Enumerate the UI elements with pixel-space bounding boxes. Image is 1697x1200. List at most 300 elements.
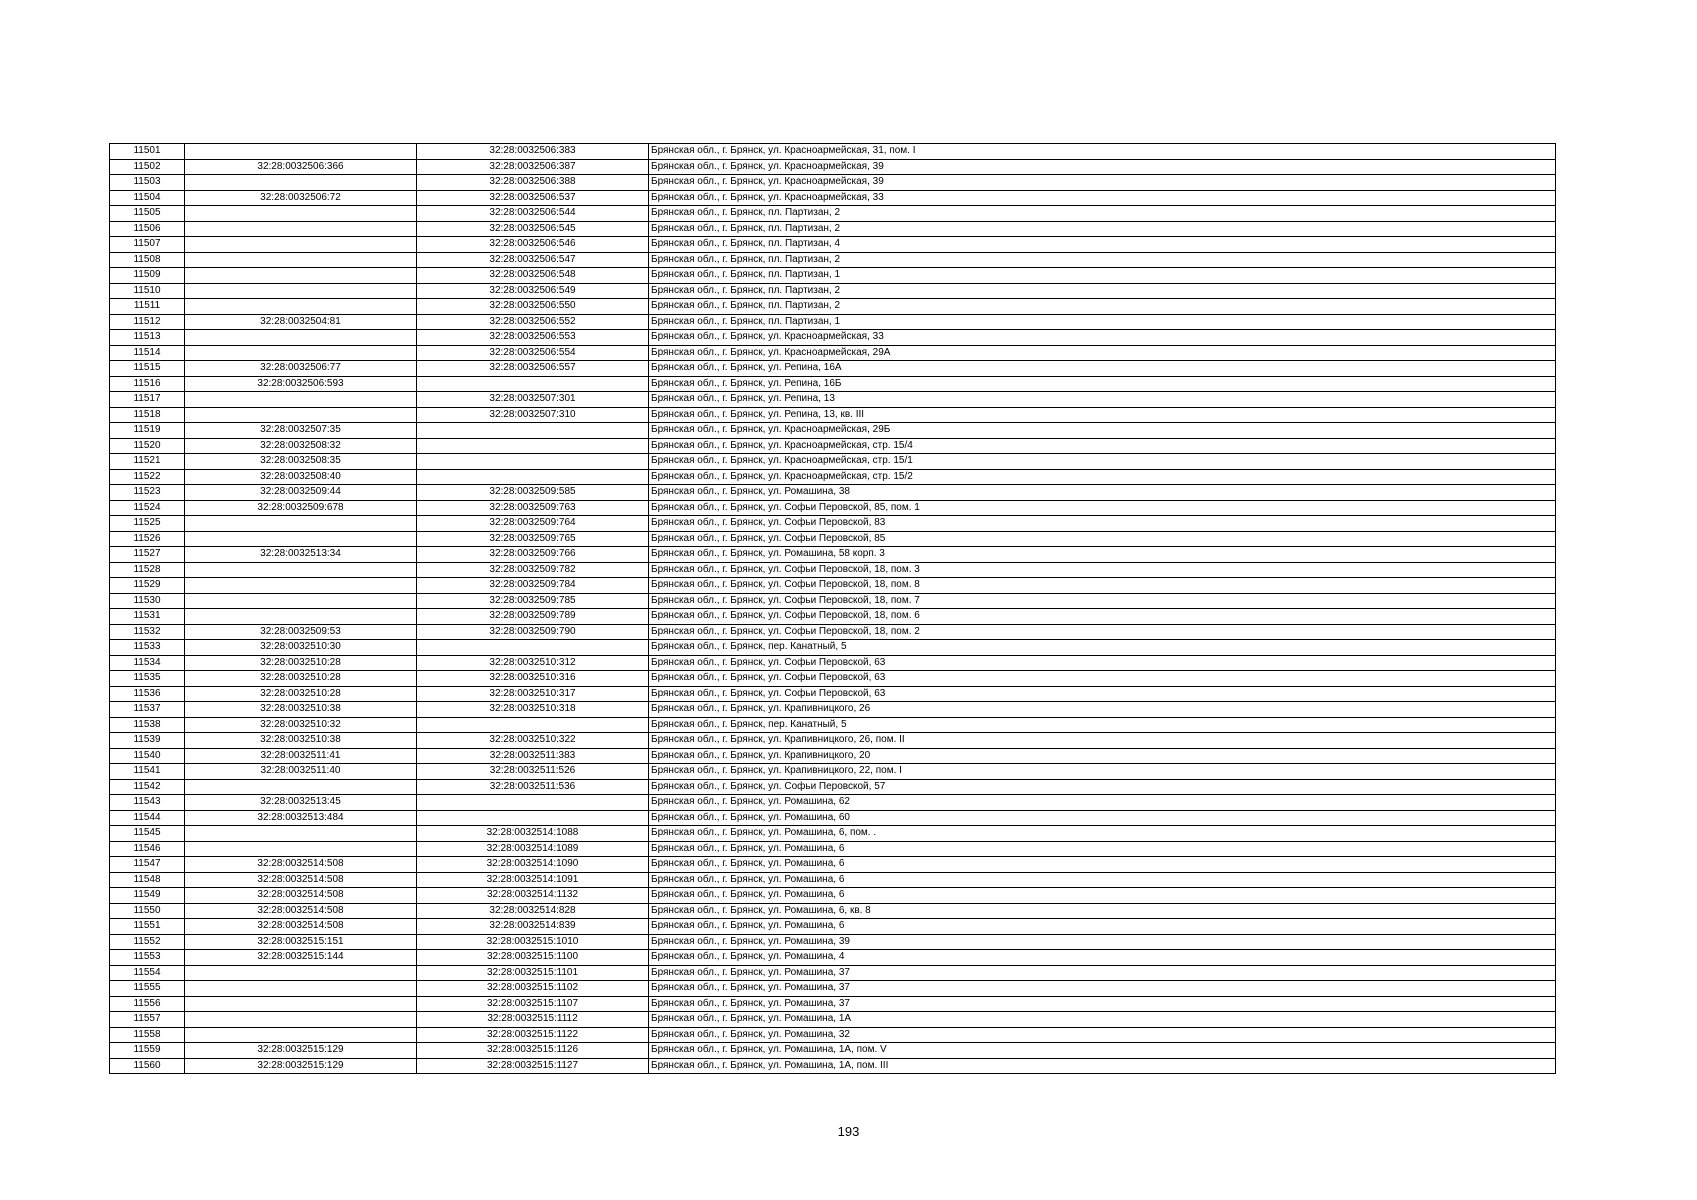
row-number-cell: 11516 — [110, 376, 185, 392]
old-cadastral-number-cell — [185, 841, 417, 857]
address-cell: Брянская обл., г. Брянск, ул. Ромашина, 6 — [649, 872, 1556, 888]
address-cell: Брянская обл., г. Брянск, ул. Ромашина, 37 — [649, 981, 1556, 997]
old-cadastral-number-cell: 32:28:0032515:129 — [185, 1043, 417, 1059]
cadastral-number-cell: 32:28:0032510:322 — [417, 733, 649, 749]
old-cadastral-number-cell: 32:28:0032510:38 — [185, 733, 417, 749]
cadastral-number-cell: 32:28:0032511:383 — [417, 748, 649, 764]
page-number: 193 — [837, 1124, 860, 1139]
old-cadastral-number-cell: 32:28:0032506:366 — [185, 159, 417, 175]
row-number-cell: 11554 — [110, 965, 185, 981]
address-cell: Брянская обл., г. Брянск, ул. Ромашина, 6 — [649, 857, 1556, 873]
old-cadastral-number-cell — [185, 175, 417, 191]
cadastral-number-cell: 32:28:0032506:554 — [417, 345, 649, 361]
row-number-cell: 11538 — [110, 717, 185, 733]
row-number-cell: 11507 — [110, 237, 185, 253]
row-number-cell: 11527 — [110, 547, 185, 563]
old-cadastral-number-cell — [185, 996, 417, 1012]
row-number-cell: 11509 — [110, 268, 185, 284]
cadastral-number-cell — [417, 469, 649, 485]
cadastral-number-cell — [417, 454, 649, 470]
address-cell: Брянская обл., г. Брянск, ул. Софьи Перовской, 18, пом. 6 — [649, 609, 1556, 625]
table-row — [110, 655, 1556, 671]
old-cadastral-number-cell — [185, 330, 417, 346]
row-number-cell: 11530 — [110, 593, 185, 609]
address-cell: Брянская обл., г. Брянск, ул. Софьи Перовской, 57 — [649, 779, 1556, 795]
address-cell: Брянская обл., г. Брянск, ул. Ромашина, 58 корп. 3 — [649, 547, 1556, 563]
registry-table — [109, 143, 1556, 1074]
address-cell: Брянская обл., г. Брянск, ул. Ромашина, 6 — [649, 888, 1556, 904]
cadastral-number-cell — [417, 717, 649, 733]
address-cell: Брянская обл., г. Брянск, пер. Канатный, 5 — [649, 640, 1556, 656]
address-cell: Брянская обл., г. Брянск, ул. Репина, 13, кв. III — [649, 407, 1556, 423]
cadastral-number-cell: 32:28:0032515:1101 — [417, 965, 649, 981]
old-cadastral-number-cell: 32:28:0032506:593 — [185, 376, 417, 392]
row-number-cell: 11552 — [110, 934, 185, 950]
old-cadastral-number-cell: 32:28:0032510:30 — [185, 640, 417, 656]
cadastral-number-cell: 32:28:0032506:387 — [417, 159, 649, 175]
address-cell: Брянская обл., г. Брянск, ул. Крапивницкого, 22, пом. I — [649, 764, 1556, 780]
cadastral-number-cell: 32:28:0032514:1090 — [417, 857, 649, 873]
table-row — [110, 888, 1556, 904]
table-row — [110, 376, 1556, 392]
cadastral-number-cell: 32:28:0032506:549 — [417, 283, 649, 299]
address-cell: Брянская обл., г. Брянск, ул. Крапивницкого, 20 — [649, 748, 1556, 764]
address-cell: Брянская обл., г. Брянск, ул. Софьи Перовской, 18, пом. 8 — [649, 578, 1556, 594]
address-cell: Брянская обл., г. Брянск, ул. Репина, 16А — [649, 361, 1556, 377]
table-row — [110, 485, 1556, 501]
row-number-cell: 11541 — [110, 764, 185, 780]
old-cadastral-number-cell — [185, 578, 417, 594]
row-number-cell: 11537 — [110, 702, 185, 718]
row-number-cell: 11551 — [110, 919, 185, 935]
table-row — [110, 779, 1556, 795]
old-cadastral-number-cell: 32:28:0032511:41 — [185, 748, 417, 764]
address-cell: Брянская обл., г. Брянск, пл. Партизан, 1 — [649, 268, 1556, 284]
old-cadastral-number-cell — [185, 345, 417, 361]
address-cell: Брянская обл., г. Брянск, ул. Крапивницкого, 26 — [649, 702, 1556, 718]
address-cell: Брянская обл., г. Брянск, ул. Ромашина, 37 — [649, 996, 1556, 1012]
table-row — [110, 159, 1556, 175]
old-cadastral-number-cell — [185, 1027, 417, 1043]
row-number-cell: 11550 — [110, 903, 185, 919]
address-cell: Брянская обл., г. Брянск, ул. Красноармейская, 29А — [649, 345, 1556, 361]
table-row — [110, 268, 1556, 284]
row-number-cell: 11525 — [110, 516, 185, 532]
address-cell: Брянская обл., г. Брянск, ул. Ромашина, 32 — [649, 1027, 1556, 1043]
row-number-cell: 11526 — [110, 531, 185, 547]
row-number-cell: 11542 — [110, 779, 185, 795]
old-cadastral-number-cell — [185, 593, 417, 609]
address-cell: Брянская обл., г. Брянск, ул. Красноармейская, 39 — [649, 159, 1556, 175]
cadastral-number-cell: 32:28:0032515:1010 — [417, 934, 649, 950]
old-cadastral-number-cell — [185, 562, 417, 578]
row-number-cell: 11501 — [110, 144, 185, 160]
address-cell: Брянская обл., г. Брянск, ул. Софьи Перовской, 83 — [649, 516, 1556, 532]
table-row — [110, 934, 1556, 950]
cadastral-number-cell: 32:28:0032515:1126 — [417, 1043, 649, 1059]
row-number-cell: 11528 — [110, 562, 185, 578]
address-cell: Брянская обл., г. Брянск, ул. Софьи Перовской, 85, пом. 1 — [649, 500, 1556, 516]
row-number-cell: 11520 — [110, 438, 185, 454]
address-cell: Брянская обл., г. Брянск, ул. Ромашина, 6, кв. 8 — [649, 903, 1556, 919]
old-cadastral-number-cell: 32:28:0032510:28 — [185, 686, 417, 702]
table-row — [110, 826, 1556, 842]
address-cell: Брянская обл., г. Брянск, ул. Ромашина, 6 — [649, 919, 1556, 935]
row-number-cell: 11540 — [110, 748, 185, 764]
cadastral-number-cell: 32:28:0032506:388 — [417, 175, 649, 191]
table-row — [110, 686, 1556, 702]
cadastral-number-cell: 32:28:0032510:318 — [417, 702, 649, 718]
table-row — [110, 624, 1556, 640]
old-cadastral-number-cell — [185, 779, 417, 795]
address-cell: Брянская обл., г. Брянск, пл. Партизан, 2 — [649, 252, 1556, 268]
cadastral-number-cell: 32:28:0032506:552 — [417, 314, 649, 330]
cadastral-number-cell: 32:28:0032506:537 — [417, 190, 649, 206]
row-number-cell: 11511 — [110, 299, 185, 315]
table-row — [110, 996, 1556, 1012]
old-cadastral-number-cell — [185, 531, 417, 547]
table-row — [110, 547, 1556, 563]
old-cadastral-number-cell — [185, 609, 417, 625]
old-cadastral-number-cell: 32:28:0032508:40 — [185, 469, 417, 485]
table-row — [110, 950, 1556, 966]
table-row — [110, 702, 1556, 718]
table-row — [110, 764, 1556, 780]
address-cell: Брянская обл., г. Брянск, ул. Софьи Перовской, 63 — [649, 655, 1556, 671]
address-cell: Брянская обл., г. Брянск, пл. Партизан, 2 — [649, 299, 1556, 315]
old-cadastral-number-cell — [185, 299, 417, 315]
old-cadastral-number-cell: 32:28:0032508:35 — [185, 454, 417, 470]
table-row — [110, 717, 1556, 733]
address-cell: Брянская обл., г. Брянск, пл. Партизан, 1 — [649, 314, 1556, 330]
cadastral-number-cell: 32:28:0032515:1100 — [417, 950, 649, 966]
cadastral-number-cell: 32:28:0032509:766 — [417, 547, 649, 563]
old-cadastral-number-cell: 32:28:0032513:484 — [185, 810, 417, 826]
row-number-cell: 11559 — [110, 1043, 185, 1059]
row-number-cell: 11545 — [110, 826, 185, 842]
table-row — [110, 469, 1556, 485]
cadastral-number-cell: 32:28:0032510:317 — [417, 686, 649, 702]
table-row — [110, 1012, 1556, 1028]
table-row — [110, 516, 1556, 532]
table-row — [110, 919, 1556, 935]
row-number-cell: 11535 — [110, 671, 185, 687]
old-cadastral-number-cell — [185, 981, 417, 997]
row-number-cell: 11504 — [110, 190, 185, 206]
address-cell: Брянская обл., г. Брянск, ул. Софьи Перовской, 85 — [649, 531, 1556, 547]
cadastral-number-cell: 32:28:0032506:547 — [417, 252, 649, 268]
address-cell: Брянская обл., г. Брянск, ул. Красноармейская, стр. 15/4 — [649, 438, 1556, 454]
old-cadastral-number-cell — [185, 252, 417, 268]
row-number-cell: 11517 — [110, 392, 185, 408]
cadastral-number-cell: 32:28:0032514:1132 — [417, 888, 649, 904]
address-cell: Брянская обл., г. Брянск, ул. Ромашина, 4 — [649, 950, 1556, 966]
address-cell: Брянская обл., г. Брянск, ул. Софьи Перовской, 63 — [649, 671, 1556, 687]
address-cell: Брянская обл., г. Брянск, ул. Крапивницкого, 26, пом. II — [649, 733, 1556, 749]
row-number-cell: 11523 — [110, 485, 185, 501]
old-cadastral-number-cell — [185, 237, 417, 253]
table-row — [110, 283, 1556, 299]
table-row — [110, 965, 1556, 981]
table-row — [110, 392, 1556, 408]
old-cadastral-number-cell — [185, 826, 417, 842]
cadastral-number-cell: 32:28:0032509:789 — [417, 609, 649, 625]
cadastral-number-cell — [417, 640, 649, 656]
row-number-cell: 11510 — [110, 283, 185, 299]
cadastral-number-cell: 32:28:0032515:1107 — [417, 996, 649, 1012]
old-cadastral-number-cell: 32:28:0032515:144 — [185, 950, 417, 966]
registry-table-body — [110, 144, 1556, 1074]
old-cadastral-number-cell: 32:28:0032511:40 — [185, 764, 417, 780]
cadastral-number-cell: 32:28:0032514:839 — [417, 919, 649, 935]
table-row — [110, 903, 1556, 919]
cadastral-number-cell: 32:28:0032506:548 — [417, 268, 649, 284]
table-row — [110, 562, 1556, 578]
address-cell: Брянская обл., г. Брянск, ул. Красноармейская, 29Б — [649, 423, 1556, 439]
table-row — [110, 299, 1556, 315]
address-cell: Брянская обл., г. Брянск, ул. Красноармейская, 33 — [649, 330, 1556, 346]
address-cell: Брянская обл., г. Брянск, ул. Ромашина, 39 — [649, 934, 1556, 950]
old-cadastral-number-cell — [185, 221, 417, 237]
old-cadastral-number-cell — [185, 516, 417, 532]
table-row — [110, 578, 1556, 594]
table-row — [110, 872, 1556, 888]
table-row — [110, 500, 1556, 516]
cadastral-number-cell: 32:28:0032509:785 — [417, 593, 649, 609]
old-cadastral-number-cell: 32:28:0032515:151 — [185, 934, 417, 950]
address-cell: Брянская обл., г. Брянск, ул. Репина, 16Б — [649, 376, 1556, 392]
address-cell: Брянская обл., г. Брянск, ул. Красноармейская, стр. 15/2 — [649, 469, 1556, 485]
row-number-cell: 11518 — [110, 407, 185, 423]
old-cadastral-number-cell: 32:28:0032510:38 — [185, 702, 417, 718]
address-cell: Брянская обл., г. Брянск, пер. Канатный, 5 — [649, 717, 1556, 733]
cadastral-number-cell: 32:28:0032515:1122 — [417, 1027, 649, 1043]
row-number-cell: 11529 — [110, 578, 185, 594]
cadastral-number-cell: 32:28:0032514:1091 — [417, 872, 649, 888]
row-number-cell: 11534 — [110, 655, 185, 671]
table-row — [110, 454, 1556, 470]
table-row — [110, 795, 1556, 811]
address-cell: Брянская обл., г. Брянск, ул. Ромашина, 60 — [649, 810, 1556, 826]
cadastral-number-cell: 32:28:0032509:784 — [417, 578, 649, 594]
row-number-cell: 11533 — [110, 640, 185, 656]
row-number-cell: 11522 — [110, 469, 185, 485]
address-cell: Брянская обл., г. Брянск, ул. Ромашина, 1А — [649, 1012, 1556, 1028]
row-number-cell: 11503 — [110, 175, 185, 191]
address-cell: Брянская обл., г. Брянск, ул. Ромашина, 6, пом. . — [649, 826, 1556, 842]
row-number-cell: 11531 — [110, 609, 185, 625]
row-number-cell: 11506 — [110, 221, 185, 237]
old-cadastral-number-cell: 32:28:0032513:34 — [185, 547, 417, 563]
address-cell: Брянская обл., г. Брянск, ул. Ромашина, 62 — [649, 795, 1556, 811]
address-cell: Брянская обл., г. Брянск, ул. Софьи Перовской, 18, пом. 7 — [649, 593, 1556, 609]
table-row — [110, 221, 1556, 237]
address-cell: Брянская обл., г. Брянск, ул. Репина, 13 — [649, 392, 1556, 408]
row-number-cell: 11546 — [110, 841, 185, 857]
old-cadastral-number-cell — [185, 144, 417, 160]
table-row — [110, 981, 1556, 997]
table-row — [110, 1043, 1556, 1059]
row-number-cell: 11548 — [110, 872, 185, 888]
old-cadastral-number-cell: 32:28:0032514:508 — [185, 857, 417, 873]
table-row — [110, 438, 1556, 454]
cadastral-number-cell: 32:28:0032509:790 — [417, 624, 649, 640]
table-row — [110, 593, 1556, 609]
row-number-cell: 11515 — [110, 361, 185, 377]
cadastral-number-cell — [417, 438, 649, 454]
address-cell: Брянская обл., г. Брянск, пл. Партизан, 2 — [649, 283, 1556, 299]
cadastral-number-cell: 32:28:0032509:585 — [417, 485, 649, 501]
address-cell: Брянская обл., г. Брянск, пл. Партизан, 4 — [649, 237, 1556, 253]
old-cadastral-number-cell: 32:28:0032509:44 — [185, 485, 417, 501]
cadastral-number-cell: 32:28:0032506:550 — [417, 299, 649, 315]
table-row — [110, 237, 1556, 253]
address-cell: Брянская обл., г. Брянск, пл. Партизан, 2 — [649, 221, 1556, 237]
row-number-cell: 11505 — [110, 206, 185, 222]
cadastral-number-cell: 32:28:0032510:316 — [417, 671, 649, 687]
row-number-cell: 11502 — [110, 159, 185, 175]
row-number-cell: 11544 — [110, 810, 185, 826]
table-row — [110, 144, 1556, 160]
old-cadastral-number-cell — [185, 268, 417, 284]
table-row — [110, 1027, 1556, 1043]
old-cadastral-number-cell: 32:28:0032509:53 — [185, 624, 417, 640]
old-cadastral-number-cell: 32:28:0032506:77 — [185, 361, 417, 377]
table-row — [110, 841, 1556, 857]
table-row — [110, 345, 1556, 361]
row-number-cell: 11558 — [110, 1027, 185, 1043]
row-number-cell: 11560 — [110, 1058, 185, 1074]
old-cadastral-number-cell: 32:28:0032507:35 — [185, 423, 417, 439]
old-cadastral-number-cell: 32:28:0032510:28 — [185, 655, 417, 671]
row-number-cell: 11513 — [110, 330, 185, 346]
cadastral-number-cell: 32:28:0032507:301 — [417, 392, 649, 408]
table-row — [110, 531, 1556, 547]
cadastral-number-cell: 32:28:0032515:1102 — [417, 981, 649, 997]
cadastral-number-cell — [417, 810, 649, 826]
cadastral-number-cell: 32:28:0032506:383 — [417, 144, 649, 160]
cadastral-number-cell: 32:28:0032515:1112 — [417, 1012, 649, 1028]
cadastral-number-cell: 32:28:0032506:546 — [417, 237, 649, 253]
table-row — [110, 314, 1556, 330]
old-cadastral-number-cell: 32:28:0032514:508 — [185, 888, 417, 904]
old-cadastral-number-cell: 32:28:0032510:32 — [185, 717, 417, 733]
table-row — [110, 810, 1556, 826]
cadastral-number-cell: 32:28:0032507:310 — [417, 407, 649, 423]
row-number-cell: 11519 — [110, 423, 185, 439]
old-cadastral-number-cell — [185, 407, 417, 423]
cadastral-number-cell: 32:28:0032506:544 — [417, 206, 649, 222]
cadastral-number-cell — [417, 795, 649, 811]
cadastral-number-cell: 32:28:0032514:828 — [417, 903, 649, 919]
cadastral-number-cell: 32:28:0032506:557 — [417, 361, 649, 377]
table-row — [110, 361, 1556, 377]
address-cell: Брянская обл., г. Брянск, ул. Ромашина, 1А, пом. III — [649, 1058, 1556, 1074]
address-cell: Брянская обл., г. Брянск, ул. Ромашина, 38 — [649, 485, 1556, 501]
table-row — [110, 671, 1556, 687]
cadastral-number-cell: 32:28:0032511:526 — [417, 764, 649, 780]
old-cadastral-number-cell: 32:28:0032514:508 — [185, 919, 417, 935]
cadastral-number-cell: 32:28:0032510:312 — [417, 655, 649, 671]
row-number-cell: 11553 — [110, 950, 185, 966]
cadastral-number-cell: 32:28:0032511:536 — [417, 779, 649, 795]
row-number-cell: 11532 — [110, 624, 185, 640]
row-number-cell: 11524 — [110, 500, 185, 516]
row-number-cell: 11521 — [110, 454, 185, 470]
address-cell: Брянская обл., г. Брянск, ул. Софьи Перовской, 18, пом. 3 — [649, 562, 1556, 578]
row-number-cell: 11539 — [110, 733, 185, 749]
old-cadastral-number-cell: 32:28:0032508:32 — [185, 438, 417, 454]
row-number-cell: 11549 — [110, 888, 185, 904]
row-number-cell: 11555 — [110, 981, 185, 997]
old-cadastral-number-cell — [185, 1012, 417, 1028]
address-cell: Брянская обл., г. Брянск, ул. Красноармейская, 31, пом. I — [649, 144, 1556, 160]
address-cell: Брянская обл., г. Брянск, ул. Ромашина, 6 — [649, 841, 1556, 857]
cadastral-number-cell: 32:28:0032506:545 — [417, 221, 649, 237]
table-row — [110, 206, 1556, 222]
cadastral-number-cell: 32:28:0032515:1127 — [417, 1058, 649, 1074]
cadastral-number-cell — [417, 376, 649, 392]
table-row — [110, 175, 1556, 191]
cadastral-number-cell: 32:28:0032514:1089 — [417, 841, 649, 857]
table-row — [110, 190, 1556, 206]
address-cell: Брянская обл., г. Брянск, ул. Красноармейская, стр. 15/1 — [649, 454, 1556, 470]
old-cadastral-number-cell: 32:28:0032509:678 — [185, 500, 417, 516]
row-number-cell: 11547 — [110, 857, 185, 873]
address-cell: Брянская обл., г. Брянск, ул. Красноармейская, 33 — [649, 190, 1556, 206]
table-row — [110, 252, 1556, 268]
old-cadastral-number-cell — [185, 206, 417, 222]
table-row — [110, 423, 1556, 439]
row-number-cell: 11508 — [110, 252, 185, 268]
address-cell: Брянская обл., г. Брянск, ул. Софьи Перовской, 18, пом. 2 — [649, 624, 1556, 640]
row-number-cell: 11543 — [110, 795, 185, 811]
cadastral-number-cell: 32:28:0032509:782 — [417, 562, 649, 578]
table-row — [110, 857, 1556, 873]
row-number-cell: 11557 — [110, 1012, 185, 1028]
old-cadastral-number-cell — [185, 965, 417, 981]
table-row — [110, 733, 1556, 749]
cadastral-number-cell: 32:28:0032514:1088 — [417, 826, 649, 842]
old-cadastral-number-cell: 32:28:0032506:72 — [185, 190, 417, 206]
table-row — [110, 748, 1556, 764]
old-cadastral-number-cell: 32:28:0032510:28 — [185, 671, 417, 687]
old-cadastral-number-cell — [185, 392, 417, 408]
table-row — [110, 407, 1556, 423]
table-row — [110, 330, 1556, 346]
old-cadastral-number-cell: 32:28:0032504:81 — [185, 314, 417, 330]
row-number-cell: 11536 — [110, 686, 185, 702]
address-cell: Брянская обл., г. Брянск, ул. Красноармейская, 39 — [649, 175, 1556, 191]
old-cadastral-number-cell: 32:28:0032515:129 — [185, 1058, 417, 1074]
cadastral-number-cell: 32:28:0032509:764 — [417, 516, 649, 532]
cadastral-number-cell: 32:28:0032509:763 — [417, 500, 649, 516]
cadastral-number-cell: 32:28:0032509:765 — [417, 531, 649, 547]
old-cadastral-number-cell: 32:28:0032513:45 — [185, 795, 417, 811]
cadastral-number-cell — [417, 423, 649, 439]
old-cadastral-number-cell: 32:28:0032514:508 — [185, 903, 417, 919]
address-cell: Брянская обл., г. Брянск, пл. Партизан, 2 — [649, 206, 1556, 222]
table-row — [110, 640, 1556, 656]
old-cadastral-number-cell: 32:28:0032514:508 — [185, 872, 417, 888]
address-cell: Брянская обл., г. Брянск, ул. Ромашина, 37 — [649, 965, 1556, 981]
address-cell: Брянская обл., г. Брянск, ул. Софьи Перовской, 63 — [649, 686, 1556, 702]
table-row — [110, 609, 1556, 625]
table-row — [110, 1058, 1556, 1074]
old-cadastral-number-cell — [185, 283, 417, 299]
address-cell: Брянская обл., г. Брянск, ул. Ромашина, 1А, пом. V — [649, 1043, 1556, 1059]
row-number-cell: 11556 — [110, 996, 185, 1012]
